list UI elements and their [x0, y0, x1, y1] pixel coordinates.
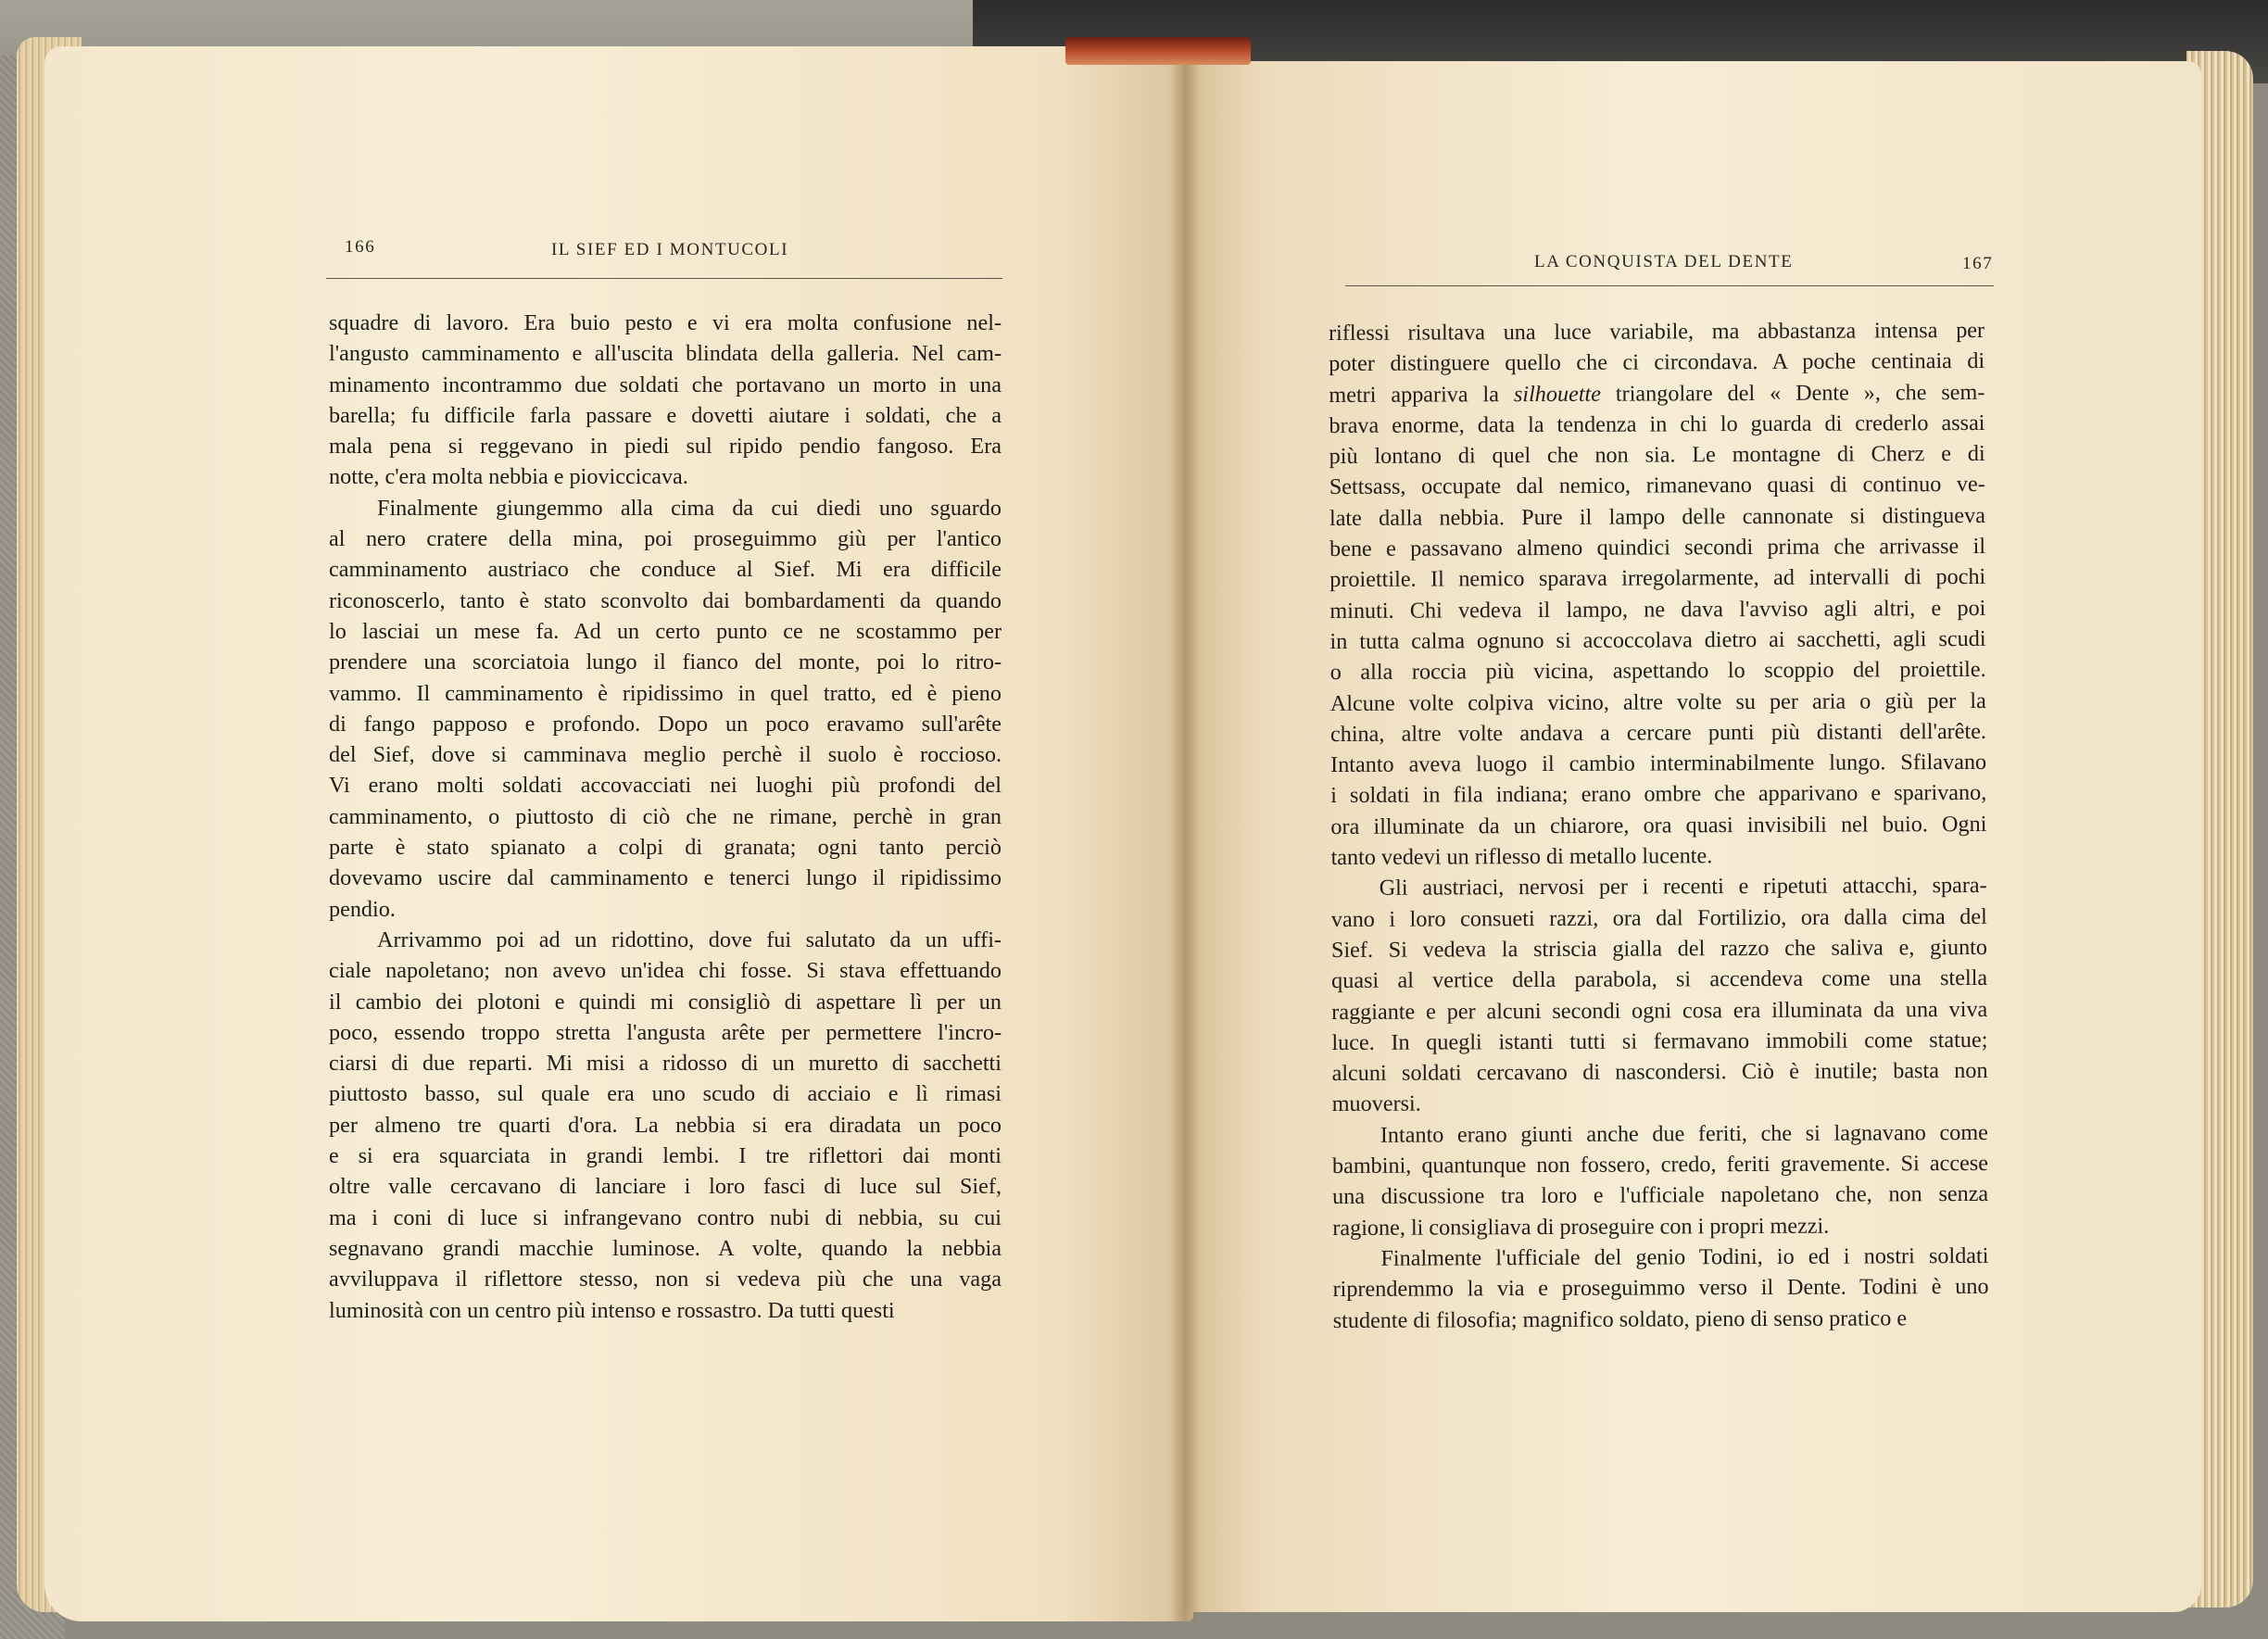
text-line: proiettile. Il nemico sparava irregolarmente, ad intervalli di pochi [1329, 564, 1986, 593]
text-line: tanto vedevi un riflesso di metallo lucente. [1330, 843, 1713, 871]
text-line: per almeno tre quarti d'ora. La nebbia si era diradata un poco [329, 1112, 1002, 1138]
text-line: Vi erano molti soldati accovacciati nei luoghi più profondi del [329, 773, 1002, 799]
text-line: riconoscerlo, tanto è stato sconvolto dai bombardamenti da quando [329, 587, 1002, 613]
left-text-column [329, 308, 1002, 1326]
text-line: avviluppava il riflettore stesso, non si vedeva più che una vaga [329, 1267, 1002, 1292]
text-line: brava enorme, data la tendenza in chi lo guarda di crederlo assai [1329, 410, 1985, 438]
text-line: oltre valle cercavano di lanciare i loro fasci di luce sul Sief, [329, 1174, 1002, 1200]
text-line: mala pena si reggevano in piedi sul ripido pendio fangoso. Era [329, 434, 1002, 460]
text-line: parte è stato spianato a colpi di granata; ogni tanto perciò [329, 835, 1002, 861]
text-line: e si era squarciata in grandi lembi. I tre riflettori dai monti [329, 1143, 1002, 1169]
text-line: bambini, quantunque non fossero, credo, feriti gravemente. Si accese [1331, 1150, 1989, 1179]
text-line: pendio. [329, 896, 396, 922]
right-text-column [1329, 315, 1989, 1336]
text-line: china, altre volte andava a cercare punti più distanti dell'arête. [1329, 718, 1987, 747]
text-line: vammo. Il camminamento è ripidissimo in quel tratto, ed è pieno [329, 680, 1002, 706]
text-line: i soldati in fila indiana; erano ombre che apparivano e sparivano, [1330, 780, 1987, 809]
text-line: Intanto erano giunti anche due feriti, che si lagnavano come [1380, 1119, 1988, 1148]
text-line: o alla roccia più vicina, aspettando lo scoppio del proiettile. [1329, 657, 1986, 686]
text-line: vano i loro consueti razzi, ora dal Fortilizio, ora dalla cima del [1330, 903, 1987, 932]
text-line: metri appariva la silhouette triangolare del « Dente », che sem- [1329, 379, 1985, 408]
text-line: squadre di lavoro. Era buio pesto e vi era molta confusione nel- [329, 310, 1002, 335]
text-line: riprendemmo la via e proseguimmo verso il Dente. Todini è uno [1332, 1274, 1989, 1303]
text-line: ciale napoletano; non avevo un'idea chi fosse. Si stava effettuando [329, 958, 1002, 984]
text-line: piuttosto basso, sul quale era uno scudo di acciaio e lì rimasi [329, 1081, 1002, 1107]
text-line: Alcune volte colpiva vicino, altre volte su per aria o giù per la [1329, 687, 1986, 716]
right-header-rule [1345, 285, 1994, 286]
left-page-number: 166 [345, 237, 376, 257]
text-line: camminamento austriaco che conduce al Sief. Mi era difficile [329, 557, 1002, 583]
text-line: ciarsi di due reparti. Mi misi a ridosso di un muretto di sacchetti [329, 1051, 1002, 1077]
text-line: raggiante e per alcuni secondi ogni cosa era illuminata da una viva [1331, 996, 1988, 1025]
text-line: più lontano di quel che non sia. Le montagne di Cherz e di [1329, 441, 1985, 470]
text-line: Finalmente giungemmo alla cima da cui diedi uno sguardo [377, 495, 1002, 521]
text-line: minuti. Chi vedeva il lampo, ne dava l'avviso agli altri, e poi [1329, 595, 1986, 624]
text-line: late dalla nebbia. Pure il lampo delle cannonate si distingueva [1329, 502, 1985, 531]
text-line: segnavano grandi macchie luminose. A volte, quando la nebbia [329, 1235, 1002, 1261]
text-line: al nero cratere della mina, poi proseguimmo giù per l'antico [329, 526, 1002, 552]
text-line: barella; fu difficile farla passare e dovetti aiutare i soldati, che a [329, 402, 1002, 428]
spine-headband [1065, 37, 1251, 65]
text-line: in tutta calma ognuno si accoccolava dietro ai sacchetti, agli scudi [1329, 625, 1986, 654]
text-line: luminosità con un centro più intenso e rossastro. Da tutti questi [329, 1297, 895, 1323]
text-line: il cambio dei plotoni e quindi mi consigliò di aspettare lì per un [329, 989, 1002, 1015]
text-line: Settsass, occupate dal nemico, rimanevano quasi di continuo ve- [1329, 472, 1985, 500]
text-line: ora illuminate da un chiarore, ora quasi invisibili nel buio. Ogni [1330, 811, 1987, 839]
right-running-head: LA CONQUISTA DEL DENTE [1534, 252, 1794, 271]
text-line: Intanto aveva luogo il cambio interminabilmente lungo. Sfilavano [1330, 750, 1987, 778]
left-header-rule [326, 278, 1002, 279]
text-line: Sief. Si vedeva la striscia gialla del razzo che saliva e, giunto [1330, 934, 1988, 963]
text-line: Finalmente l'ufficiale del genio Todini, io ed i nostri soldati [1380, 1242, 1989, 1271]
text-line: prendere una scorciatoia lungo il fianco del monte, poi lo ritro- [329, 649, 1002, 675]
text-line: del Sief, dove si camminava meglio perchè il suolo è roccioso. [329, 742, 1002, 768]
text-line: riflessi risultava una luce variabile, ma abbastanza intensa per [1329, 317, 1985, 346]
text-line: Arrivammo poi ad un ridottino, dove fui salutato da un uffi- [377, 927, 1002, 952]
text-line: Gli austriaci, nervosi per i recenti e ripetuti attacchi, spara- [1379, 873, 1987, 901]
text-line: una discussione tra loro e l'ufficiale napoletano che, non senza [1332, 1181, 1989, 1210]
text-line: luce. In quegli istanti tutti si fermavano immobili come statue; [1331, 1027, 1988, 1055]
book-gutter [1169, 46, 1201, 1621]
right-page-number: 167 [1962, 254, 1994, 273]
text-line: di fango papposo e profondo. Dopo un poco eravamo sull'arête [329, 711, 1002, 737]
text-line: notte, c'era molta nebbia e pioviccicava. [329, 464, 688, 490]
text-line: alcuni soldati cercavano di nascondersi. Ciò è inutile; basta non [1331, 1058, 1988, 1087]
text-line: ma i coni di luce si infrangevano contro nubi di nebbia, su cui [329, 1204, 1002, 1230]
text-line: ragione, li consigliava di proseguire con i propri mezzi. [1332, 1213, 1830, 1241]
text-line: muoversi. [1331, 1091, 1421, 1117]
text-line: quasi al vertice della parabola, si accendeva come una stella [1331, 965, 1988, 994]
text-line: l'angusto camminamento e all'uscita blindata della galleria. Nel cam- [329, 341, 1002, 367]
text-line: bene e passavano almeno quindici secondi prima che arrivasse il [1329, 533, 1986, 562]
left-running-head: IL SIEF ED I MONTUCOLI [551, 240, 789, 259]
text-line: poco, essendo troppo stretta l'angusta arête per permettere l'incro- [329, 1019, 1002, 1045]
text-line: minamento incontrammo due soldati che portavano un morto in una [329, 372, 1002, 397]
text-line: dovevamo uscire dal camminamento e tenerci lungo il ripidissimo [329, 865, 1002, 891]
text-line: poter distinguere quello che ci circondava. A poche centinaia di [1329, 348, 1985, 377]
text-line: lo lasciai un mese fa. Ad un certo punto ce ne scostammo per [329, 618, 1002, 644]
text-line: camminamento, o piuttosto di ciò che ne rimane, perchè in gran [329, 803, 1002, 829]
text-line: studente di filosofia; magnifico soldato, pieno di senso pratico e [1332, 1305, 1908, 1333]
